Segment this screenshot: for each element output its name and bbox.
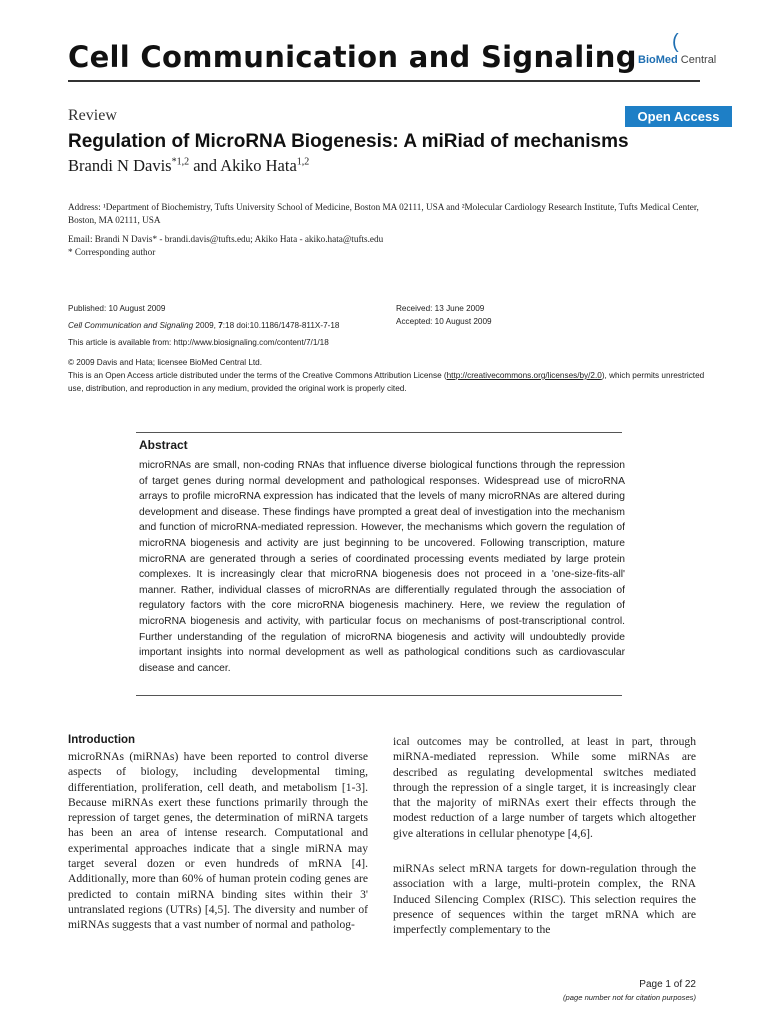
logo-bio-text: BioMed (638, 54, 678, 66)
article-title: Regulation of MicroRNA Biogenesis: A miRiad of mechanisms (68, 131, 629, 152)
body-paragraph: ical outcomes may be controlled, at least in part, through miRNA-mediated repression. While some miRNAs are described as regulating developmental switches mediated through the repression of a single target, it is increasingly clear that the majority of miRNAs exert their effects through the modest reduction of a large number of targets which altogether give alterations in cellular phenotype [4,6]. (393, 735, 696, 840)
abstract-text: microRNAs are small, non-coding RNAs that influence diverse biological functions through the repression of target genes during normal development and pathological responses. Widespread use of microRNA arrays to profile microRNA expression has indicated that the levels of many microRNAs are altered during development and disease. These findings have prompted a great deal of investigation into the mechanism and function of microRNA-mediated repression. However, the mechanisms which govern the regulation of microRNA biogenesis and activity are just beginning to be uncovered. Following transcription, mature microRNA are generated through a series of coordinated processing events mediated by large protein complexes. It is increasingly clear that microRNA biogenesis does not proceed in a 'one-size-fits-all' manner. Rather, individual classes of microRNAs are differentially regulated through the association of regulatory factors with the core microRNA biogenesis machinery. Here, we review the regulation of microRNA biogenesis and activity, with particular focus on mechanisms of post-transcriptional control. Further understanding of the regulation of microRNA biogenesis and activity will undoubtedly provide important insights into normal development as well as pathological conditions such as cardiovascular disease and cancer. (139, 460, 625, 674)
accepted-date: Accepted: 10 August 2009 (396, 317, 492, 326)
citation-year: 2009, (193, 321, 219, 330)
author-name[interactable]: Akiko Hata (220, 156, 297, 175)
page-number: Page 1 of 22 (639, 979, 696, 990)
logo-central-text: Central (677, 54, 717, 66)
citation-volume: 7 (218, 321, 223, 330)
citation-line (68, 320, 339, 333)
abstract-bottom-rule (136, 695, 622, 696)
corresponding-author-note: * Corresponding author (68, 247, 156, 257)
citation-doi: :18 doi:10.1186/1478-811X-7-18 (222, 321, 340, 330)
license-link[interactable]: http://creativecommons.org/licenses/by/2.0 (446, 371, 602, 380)
author-affiliation: 1,2 (296, 156, 310, 168)
publisher-logo[interactable] (638, 32, 728, 72)
author-list (68, 156, 309, 176)
article-type: Review (68, 107, 117, 124)
author-joiner: and (189, 156, 221, 175)
license-text-pre: This is an Open Access article distributed under the terms of the Creative Commons Attribution License ( (68, 371, 447, 380)
author-name[interactable]: Brandi N Davis (68, 156, 172, 175)
page-number-note: (page number not for citation purposes) (563, 993, 696, 1002)
copyright-notice: © 2009 Davis and Hata; licensee BioMed Central Ltd. (68, 358, 262, 367)
abstract-heading: Abstract (139, 438, 188, 452)
received-date: Received: 13 June 2009 (396, 304, 485, 313)
abstract-top-rule (136, 432, 622, 433)
author-affiliation: *1,2 (171, 156, 190, 168)
author-address: Address: ¹Department of Biochemistry, Tufts University School of Medicine, Boston MA 02111, USA and ²Molecular Cardiology Research Institute, Tufts Medical Center, Boston, MA 02111, USA (68, 202, 699, 225)
journal-title: Cell Communication and Signaling (68, 40, 637, 74)
license-statement (68, 370, 718, 395)
biomed-arc-icon: ( (672, 31, 679, 53)
open-access-badge: Open Access (625, 106, 732, 127)
citation-journal: Cell Communication and Signaling (68, 321, 194, 330)
article-url[interactable]: This article is available from: http://www.biosignaling.com/content/7/1/18 (68, 338, 329, 347)
body-paragraph: microRNAs (miRNAs) have been reported to control diverse aspects of biology, including developmental timing, differentiation, proliferation, cell death, and metabolism [1-3]. Because miRNAs exert these functions primarily through the repression of target genes, the determination of miRNA targets has been an area of intense research. Computational and experimental approaches indicate that a single miRNA may target several dozen or even hundreds of mRNA [4]. Additionally, more than 60% of human protein coding genes are predicted to contain miRNA binding sites within their 3' untranslated regions (UTRs) [4,5]. The diversity and number of miRNAs suggests that a vast number of normal and patholog- (68, 750, 368, 932)
header-divider (68, 80, 700, 82)
author-emails[interactable]: Email: Brandi N Davis* - brandi.davis@tufts.edu; Akiko Hata - akiko.hata@tufts.edu (68, 234, 384, 244)
section-heading-introduction: Introduction (68, 734, 136, 746)
body-paragraph: miRNAs select mRNA targets for down-regulation through the association with a large, multi-protein complex, the RNA Induced Silencing Complex (RISC). This selection requires the presence of sequences within the target mRNA which are imperfectly complementary to the (393, 862, 696, 937)
published-date: Published: 10 August 2009 (68, 304, 166, 313)
license-text-post: ), which permits unrestricted use, distribution, and reproduction in any medium, provided the original work is properly cited. (68, 371, 705, 393)
